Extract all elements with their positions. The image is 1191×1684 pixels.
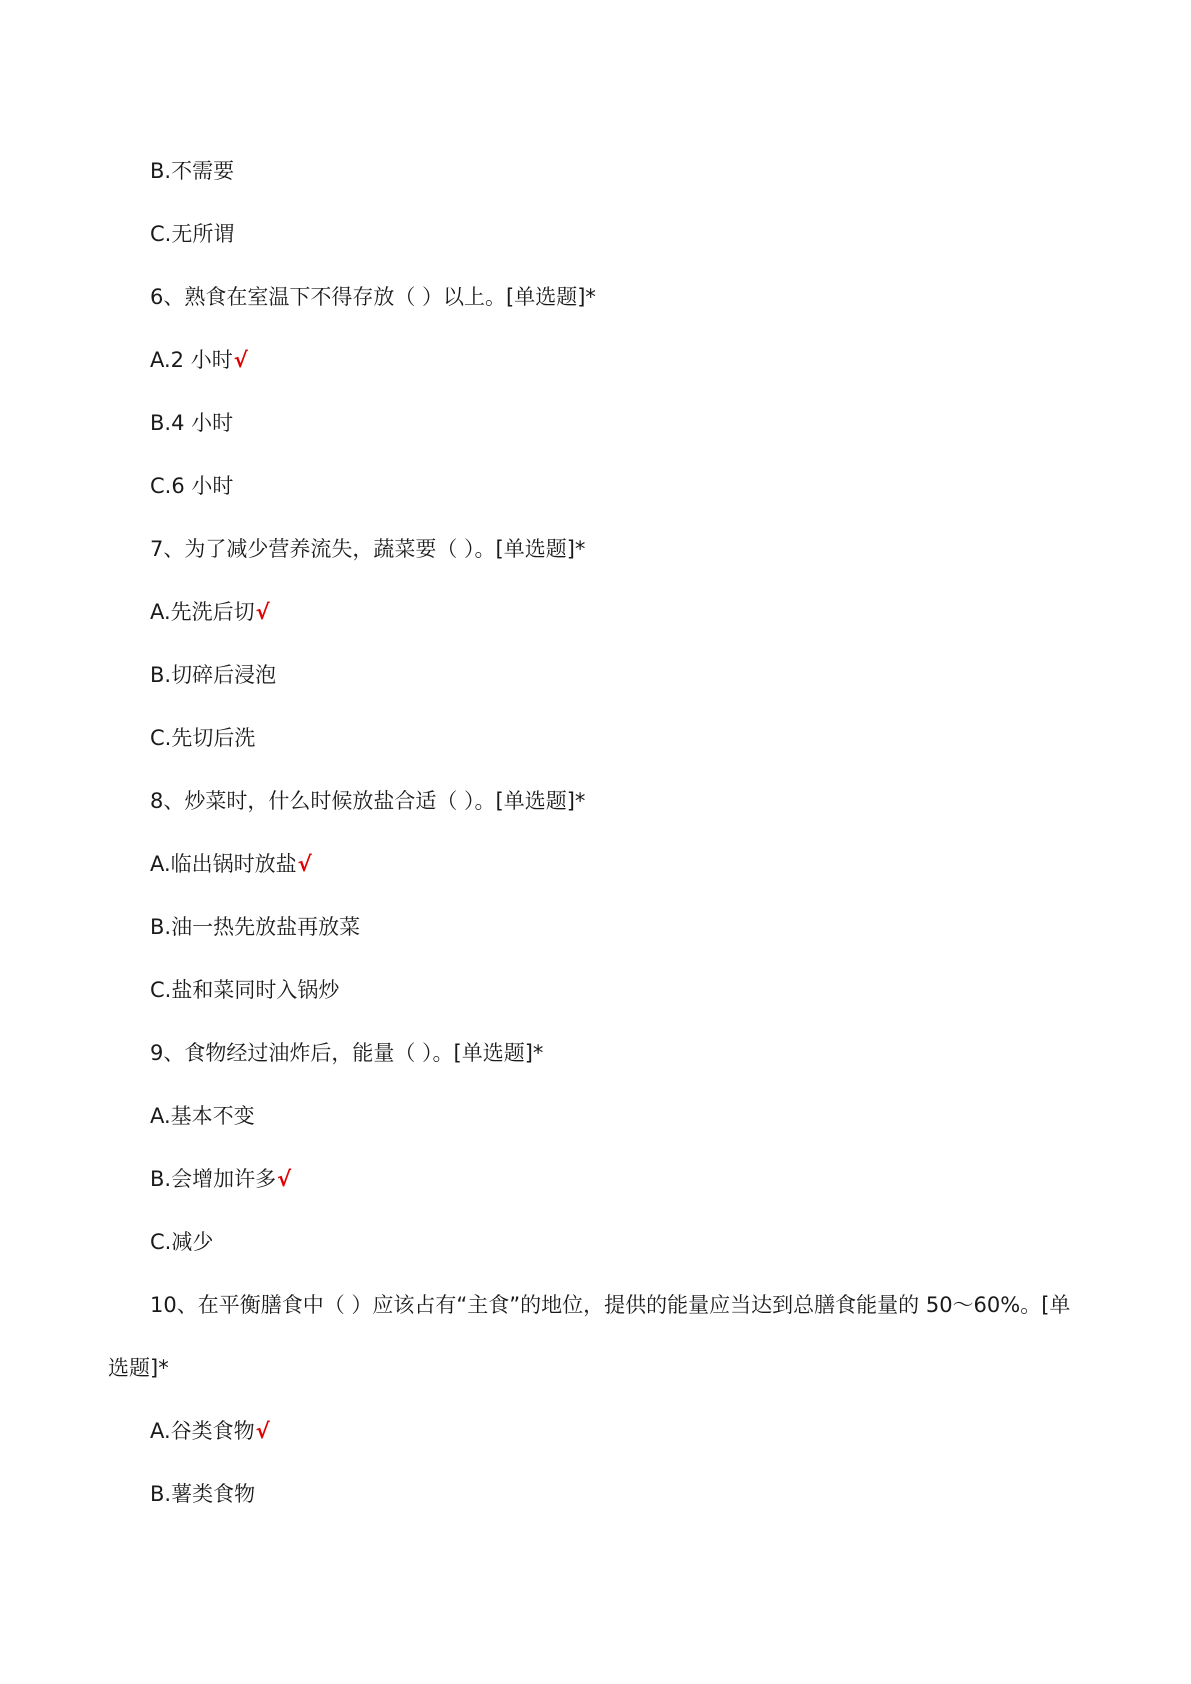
option-9a: A.基本不变 [150, 1104, 255, 1128]
question-8: 8、炒菜时，什么时候放盐合适（ ）。[单选题]* [150, 789, 586, 813]
option-8b: B.油一热先放盐再放菜 [150, 915, 361, 939]
option-5c: C.无所谓 [150, 222, 235, 246]
correct-check-icon: √ [297, 852, 312, 876]
question-10: 10、在平衡膳食中（ ）应该占有“主食”的地位，提供的能量应当达到总膳食能量的 50～60%。[单 [150, 1293, 1071, 1317]
option-7c: C.先切后洗 [150, 726, 256, 750]
question-9: 9、食物经过油炸后，能量（ ）。[单选题]* [150, 1041, 544, 1065]
option-8c: C.盐和菜同时入锅炒 [150, 978, 340, 1002]
option-6b: B.4 小时 [150, 411, 234, 435]
option-9c: C.减少 [150, 1230, 214, 1254]
option-10a: A.谷类食物√ [150, 1419, 270, 1443]
question-6: 6、熟食在室温下不得存放（ ）以上。[单选题]* [150, 285, 596, 309]
option-6c: C.6 小时 [150, 474, 234, 498]
option-7a: A.先洗后切√ [150, 600, 270, 624]
question-7: 7、为了减少营养流失，蔬菜要（ ）。[单选题]* [150, 537, 586, 561]
option-6a: A.2 小时√ [150, 348, 248, 372]
option-8a: A.临出锅时放盐√ [150, 852, 312, 876]
option-5b: B.不需要 [150, 159, 235, 183]
option-7b: B.切碎后浸泡 [150, 663, 277, 687]
question-10-continuation: 选题]* [108, 1356, 169, 1380]
option-9b: B.会增加许多√ [150, 1167, 292, 1191]
correct-check-icon: √ [233, 348, 248, 372]
correct-check-icon: √ [255, 600, 270, 624]
correct-check-icon: √ [255, 1419, 270, 1443]
option-10b: B.薯类食物 [150, 1482, 256, 1506]
correct-check-icon: √ [277, 1167, 292, 1191]
